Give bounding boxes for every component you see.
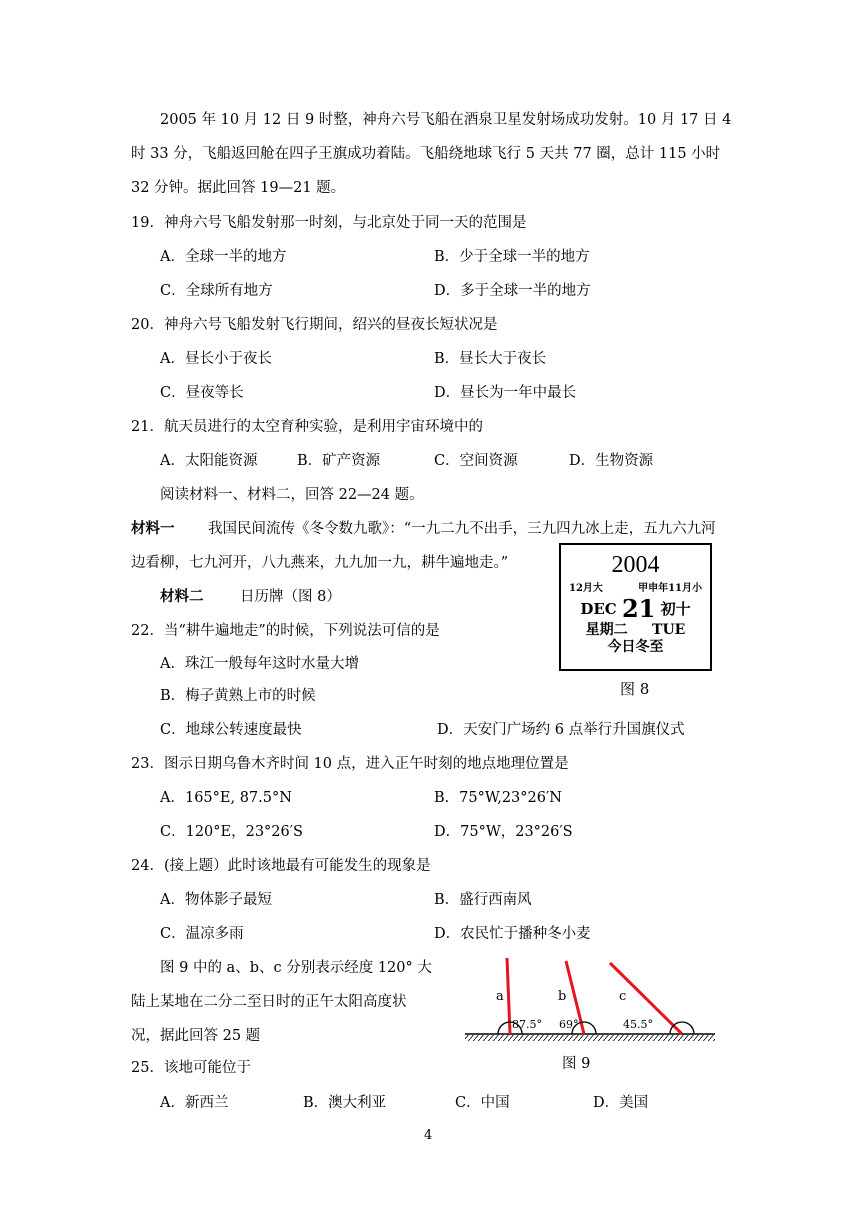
angle-b: 69° <box>559 1018 579 1031</box>
calendar-day: 21 <box>621 594 656 623</box>
q24-option-c: C．温凉多雨 <box>160 926 244 942</box>
q21-option-c: C．空间资源 <box>434 453 518 469</box>
q20-option-d: D．昼长为一年中最长 <box>434 385 577 401</box>
sun-angle-diagram <box>460 955 720 1050</box>
fig9-text-line-3: 况，据此回答 25 题 <box>131 1028 261 1044</box>
calendar-lunar-day: 初十 <box>660 600 691 618</box>
q19-stem: 19．神舟六号飞船发射那一时刻，与北京处于同一天的范围是 <box>131 215 527 231</box>
intro-line-1: 2005 年 10 月 12 日 9 时整，神舟六号飞船在酒泉卫星发射场成功发射。10 月 17 日 4 <box>160 112 732 128</box>
label-b: b <box>558 989 567 1004</box>
q21-option-a: A．太阳能资源 <box>160 453 258 469</box>
calendar-note: 今日冬至 <box>607 639 664 655</box>
fig9-text-line-1: 图 9 中的 a、b、c 分别表示经度 120° 大 <box>160 960 432 976</box>
q23-option-a: A．165°E, 87.5°N <box>160 790 292 806</box>
figure-9-caption: 图 9 <box>562 1056 591 1072</box>
q22-stem: 22．当“耕牛遍地走”的时候，下列说法可信的是 <box>131 623 440 639</box>
label-c: c <box>619 989 627 1004</box>
q22-option-b: B．梅子黄熟上市的时候 <box>160 688 316 704</box>
intro-line-2: 时 33 分，飞船返回舱在四子王旗成功着陆。飞船绕地球飞行 5 天共 77 圈，总计 115 小时 <box>131 146 721 162</box>
q21-option-d: D．生物资源 <box>569 453 654 469</box>
intro-line-3: 32 分钟。据此回答 19—21 题。 <box>131 180 346 196</box>
q20-option-b: B．昼长大于夜长 <box>434 351 547 367</box>
q19-option-a: A．全球一半的地方 <box>160 249 287 265</box>
angle-a: 87.5° <box>512 1018 542 1031</box>
q24-option-b: B．盛行西南风 <box>434 892 532 908</box>
q24-stem: 24．(接上题）此时该地最有可能发生的现象是 <box>131 858 431 874</box>
q20-option-c: C．昼夜等长 <box>160 385 244 401</box>
calendar-lunar-info: 甲申年11月小 <box>638 583 702 594</box>
q25-stem: 25．该地可能位于 <box>131 1060 251 1076</box>
q23-option-b: B．75°W,23°26′N <box>434 790 562 806</box>
q25-option-b: B．澳大利亚 <box>303 1095 387 1111</box>
q20-stem: 20．神舟六号飞船发射飞行期间，绍兴的昼夜长短状况是 <box>131 317 498 333</box>
q22-option-c: C．地球公转速度最快 <box>160 722 302 738</box>
q19-option-d: D．多于全球一半的地方 <box>434 283 591 299</box>
q19-option-c: C．全球所有地方 <box>160 283 273 299</box>
q22-option-d: D．天安门广场约 6 点举行升国旗仪式 <box>437 722 685 738</box>
calendar-month: DEC <box>580 600 617 618</box>
q25-option-c: C．中国 <box>455 1095 510 1111</box>
q24-option-d: D．农民忙于播种冬小麦 <box>434 926 591 942</box>
q24-option-a: A．物体影子最短 <box>160 892 272 908</box>
q25-option-d: D．美国 <box>593 1095 649 1111</box>
q23-option-c: C．120°E，23°26′S <box>160 824 303 840</box>
q21-option-b: B．矿产资源 <box>297 453 381 469</box>
fig9-text-line-2: 陆上某地在二分二至日时的正午太阳高度状 <box>131 994 407 1010</box>
material2-label: 材料二 <box>160 588 204 605</box>
q20-option-a: A．昼长小于夜长 <box>160 351 272 367</box>
calendar-figure <box>559 543 712 671</box>
q19-option-b: B．少于全球一半的地方 <box>434 249 590 265</box>
q23-stem: 23．图示日期乌鲁木齐时间 10 点，进入正午时刻的地点地理位置是 <box>131 756 569 772</box>
material1-line-2: 边看柳，七九河开，八九燕来，九九加一九，耕牛遍地走。” <box>131 555 509 571</box>
calendar-weekday-en: TUE <box>652 622 686 638</box>
calendar-weekday-cn: 星期二 <box>585 622 628 638</box>
calendar-month-info: 12月大 <box>569 583 603 594</box>
material-intro: 阅读材料一、材料二，回答 22—24 题。 <box>160 487 424 503</box>
q23-option-d: D．75°W，23°26′S <box>434 824 573 840</box>
label-a: a <box>496 989 504 1004</box>
q22-option-a: A．珠江一般每年这时水量大增 <box>160 656 359 672</box>
calendar-year: 2004 <box>611 552 660 578</box>
q25-option-a: A．新西兰 <box>160 1095 229 1111</box>
q21-stem: 21．航天员进行的太空育种实验，是利用宇宙环境中的 <box>131 419 483 435</box>
material1-label: 材料一 <box>131 520 175 537</box>
material1-line-1: 我国民间流传《冬令数九歌》：“一九二九不出手，三九四九冰上走，五九六九河 <box>208 521 716 537</box>
material2-text: 日历牌（图 8） <box>240 589 341 605</box>
angle-c: 45.5° <box>623 1018 653 1031</box>
figure-8-caption: 图 8 <box>620 680 650 698</box>
page-number: 4 <box>424 1128 433 1143</box>
ground-hatch <box>465 1035 715 1041</box>
